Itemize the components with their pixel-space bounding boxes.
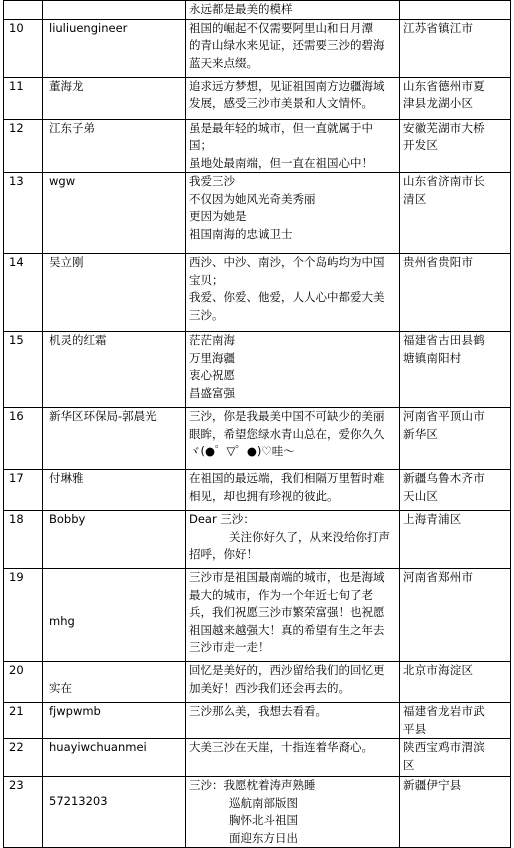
table-row bbox=[4, 1, 511, 20]
message-cell bbox=[186, 77, 400, 119]
location-line: 津县龙湖小区 bbox=[403, 96, 474, 110]
message-line: 祖国南海的忠诚卫士 bbox=[189, 226, 293, 241]
message-line: ヾ(●゜▽゜●)♡哇～ bbox=[189, 444, 295, 458]
author-name bbox=[43, 703, 186, 739]
author-name-text: 57213203 bbox=[49, 794, 108, 808]
table-row bbox=[4, 254, 511, 332]
author-name bbox=[43, 332, 186, 408]
message-line: 祖国越来越强大！真的希望有生之年去 bbox=[189, 622, 385, 637]
message-line: Dear 三沙： bbox=[189, 512, 255, 526]
message-line: 的青山绿水来见证，还需要三沙的碧海 bbox=[189, 38, 385, 52]
message-cell bbox=[186, 332, 400, 408]
message-line: 虽地处最南端，但一直在祖国心中！ bbox=[189, 155, 373, 170]
author-name bbox=[43, 19, 186, 77]
message-cell bbox=[186, 1, 400, 20]
message-line: 更因为她是 bbox=[189, 209, 247, 223]
message-line: 衷心祝愿 bbox=[189, 368, 235, 382]
message-cell bbox=[186, 119, 400, 173]
message-line: 茫茫南海 bbox=[189, 333, 235, 347]
location-line: 新疆伊宁县 bbox=[403, 778, 462, 792]
table-row bbox=[4, 332, 511, 408]
message-line: 大美三沙在天崖，十指连着华裔心。 bbox=[189, 740, 373, 754]
location-line: 河南省平顶山市 bbox=[403, 409, 485, 423]
location-line: 上海青浦区 bbox=[403, 512, 462, 526]
author-name bbox=[43, 470, 186, 511]
row-number: 21 bbox=[4, 703, 43, 739]
message-line: 宝贝； bbox=[189, 272, 224, 287]
author-name bbox=[43, 173, 186, 254]
location-cell bbox=[400, 408, 511, 470]
location-cell bbox=[400, 254, 511, 332]
message-cell bbox=[186, 19, 400, 77]
location-cell bbox=[400, 662, 511, 703]
author-name-text: Bobby bbox=[49, 512, 86, 526]
author-name bbox=[43, 77, 186, 119]
message-line: 万里海疆 bbox=[189, 350, 235, 365]
author-name bbox=[43, 408, 186, 470]
message-line: 巡航南部版图 bbox=[229, 795, 298, 810]
location-cell bbox=[400, 19, 511, 77]
message-line: 三沙市是祖国最南端的城市，也是海域 bbox=[189, 570, 385, 584]
author-name bbox=[43, 511, 186, 569]
author-name bbox=[43, 662, 186, 703]
message-line: 三沙，你是我最美中国不可缺少的美丽 bbox=[189, 409, 385, 423]
message-line: 面迎东方日出 bbox=[229, 830, 298, 845]
message-cell bbox=[186, 408, 400, 470]
message-line: 在祖国的最远端，我们相隔万里暂时难 bbox=[189, 471, 385, 485]
table-row bbox=[4, 569, 511, 662]
table-row bbox=[4, 470, 511, 511]
message-line: 相见，却也拥有珍视的彼此。 bbox=[189, 488, 339, 503]
message-line: 追求远方梦想，见证祖国南方边疆海域 bbox=[189, 78, 385, 93]
author-name-text: 吴立刚 bbox=[49, 255, 84, 269]
message-line: 招呼，你好！ bbox=[189, 547, 258, 561]
row-number: 11 bbox=[4, 77, 43, 119]
row-number: 13 bbox=[4, 173, 43, 254]
message-line: 虽是最年轻的城市，但一直就属于中 bbox=[189, 120, 373, 135]
author-name-text: 新华区环保局-郭晨光 bbox=[49, 409, 157, 423]
location-line: 北京市海淀区 bbox=[403, 663, 474, 677]
location-line: 安徽芜湖市大桥 bbox=[403, 120, 485, 135]
table-row bbox=[4, 408, 511, 470]
message-table bbox=[3, 0, 511, 848]
table-row bbox=[4, 511, 511, 569]
location-cell bbox=[400, 119, 511, 173]
table-row bbox=[4, 119, 511, 173]
row-number: 20 bbox=[4, 662, 43, 703]
message-line: 三沙。 bbox=[189, 307, 224, 322]
author-name bbox=[43, 739, 186, 777]
message-line: 三沙：我愿枕着涛声熟睡 bbox=[189, 778, 316, 792]
message-line: 眼眸，希望您绿水青山总在，爱你久久 bbox=[189, 426, 385, 441]
message-cell bbox=[186, 173, 400, 254]
location-line: 新疆乌鲁木齐市 bbox=[403, 471, 485, 485]
message-cell bbox=[186, 569, 400, 662]
row-number: 15 bbox=[4, 332, 43, 408]
row-number: 12 bbox=[4, 119, 43, 173]
message-line: 我爱三沙 bbox=[189, 174, 235, 188]
location-line: 陕西宝鸡市渭滨 bbox=[403, 740, 485, 754]
location-line: 山东省济南市长 bbox=[403, 174, 485, 188]
message-line: 西沙、中沙、南沙，个个岛屿均为中国 bbox=[189, 255, 385, 269]
row-number: 14 bbox=[4, 254, 43, 332]
location-cell bbox=[400, 777, 511, 848]
author-name-text: 机灵的红霜 bbox=[49, 333, 107, 347]
location-line: 清区 bbox=[403, 191, 427, 206]
location-line: 福建省龙岩市武 bbox=[403, 704, 485, 718]
author-name bbox=[43, 569, 186, 662]
location-line: 江苏省镇江市 bbox=[403, 20, 474, 35]
location-cell bbox=[400, 1, 511, 20]
message-line: 国； bbox=[189, 138, 212, 152]
message-line: 不仅因为她风光奇美秀丽 bbox=[189, 191, 316, 206]
message-cell bbox=[186, 254, 400, 332]
row-number: 23 bbox=[4, 777, 43, 848]
row-number: 18 bbox=[4, 511, 43, 569]
message-cell bbox=[186, 777, 400, 848]
message-line: 永远都是最美的模样 bbox=[189, 2, 293, 16]
row-number: 17 bbox=[4, 470, 43, 511]
author-name-text: 付琳雅 bbox=[49, 471, 84, 485]
author-name-text: wgw bbox=[49, 174, 76, 188]
row-number bbox=[4, 1, 43, 20]
message-line: 加美好！西沙我们还会再去的。 bbox=[189, 680, 350, 695]
message-line: 我爱、你爱、他爱，人人心中都爱大美 bbox=[189, 290, 385, 304]
location-line: 山东省德州市夏 bbox=[403, 78, 485, 93]
table-row bbox=[4, 662, 511, 703]
location-cell bbox=[400, 511, 511, 569]
author-name-text: huayiwchuanmei bbox=[49, 740, 147, 754]
message-line: 兵，我们祝愿三沙市繁荣富强！也祝愿 bbox=[189, 605, 385, 619]
row-number: 16 bbox=[4, 408, 43, 470]
message-cell bbox=[186, 662, 400, 703]
location-line: 开发区 bbox=[403, 138, 439, 152]
author-name-text: mhg bbox=[49, 614, 75, 628]
message-line: 回忆是美好的，西沙留给我们的回忆更 bbox=[189, 663, 385, 677]
author-name-text: 江东子弟 bbox=[49, 120, 95, 135]
location-cell bbox=[400, 569, 511, 662]
message-line: 祖国的崛起不仅需要阿里山和日月潭 bbox=[189, 20, 373, 35]
location-cell bbox=[400, 470, 511, 511]
row-number: 10 bbox=[4, 19, 43, 77]
table-row bbox=[4, 739, 511, 777]
message-line: 最大的城市，作为一个年近七旬了老 bbox=[189, 587, 373, 602]
author-name-text: 实在 bbox=[49, 681, 72, 695]
location-cell bbox=[400, 77, 511, 119]
message-line: 关注你好久了，从来没给你打声 bbox=[229, 529, 390, 544]
author-name-text: liuliuengineer bbox=[49, 20, 128, 35]
location-cell bbox=[400, 173, 511, 254]
table-row bbox=[4, 777, 511, 848]
message-cell bbox=[186, 703, 400, 739]
message-line: 胸怀北斗祖国 bbox=[229, 813, 298, 827]
message-line: 蓝天来点缀。 bbox=[189, 55, 258, 70]
table-row bbox=[4, 19, 511, 77]
author-name bbox=[43, 777, 186, 848]
location-line: 河南省郑州市 bbox=[403, 570, 474, 584]
location-line: 平县 bbox=[403, 721, 427, 736]
author-name-text: fjwpwmb bbox=[49, 704, 101, 718]
message-line: 三沙那么美，我想去看看。 bbox=[189, 704, 327, 718]
location-line: 塘镇南阳村 bbox=[403, 350, 462, 365]
location-line: 新华区 bbox=[403, 426, 439, 441]
message-cell bbox=[186, 739, 400, 777]
location-line: 贵州省贵阳市 bbox=[403, 255, 474, 269]
message-cell bbox=[186, 511, 400, 569]
location-cell bbox=[400, 703, 511, 739]
location-line: 天山区 bbox=[403, 488, 439, 503]
location-line: 福建省古田县鹤 bbox=[403, 333, 485, 347]
location-line: 区 bbox=[403, 757, 415, 772]
author-name bbox=[43, 119, 186, 173]
message-cell bbox=[186, 470, 400, 511]
row-number: 22 bbox=[4, 739, 43, 777]
message-line: 昌盛富强 bbox=[189, 385, 235, 400]
table-row bbox=[4, 77, 511, 119]
location-cell bbox=[400, 332, 511, 408]
message-line: 发展，感受三沙市美景和人文情怀。 bbox=[189, 96, 373, 110]
author-name bbox=[43, 254, 186, 332]
location-cell bbox=[400, 739, 511, 777]
message-line: 三沙市走一走！ bbox=[189, 640, 270, 654]
table-row bbox=[4, 173, 511, 254]
table-row bbox=[4, 703, 511, 739]
author-name bbox=[43, 1, 186, 20]
row-number: 19 bbox=[4, 569, 43, 662]
author-name-text: 董海龙 bbox=[49, 78, 84, 93]
